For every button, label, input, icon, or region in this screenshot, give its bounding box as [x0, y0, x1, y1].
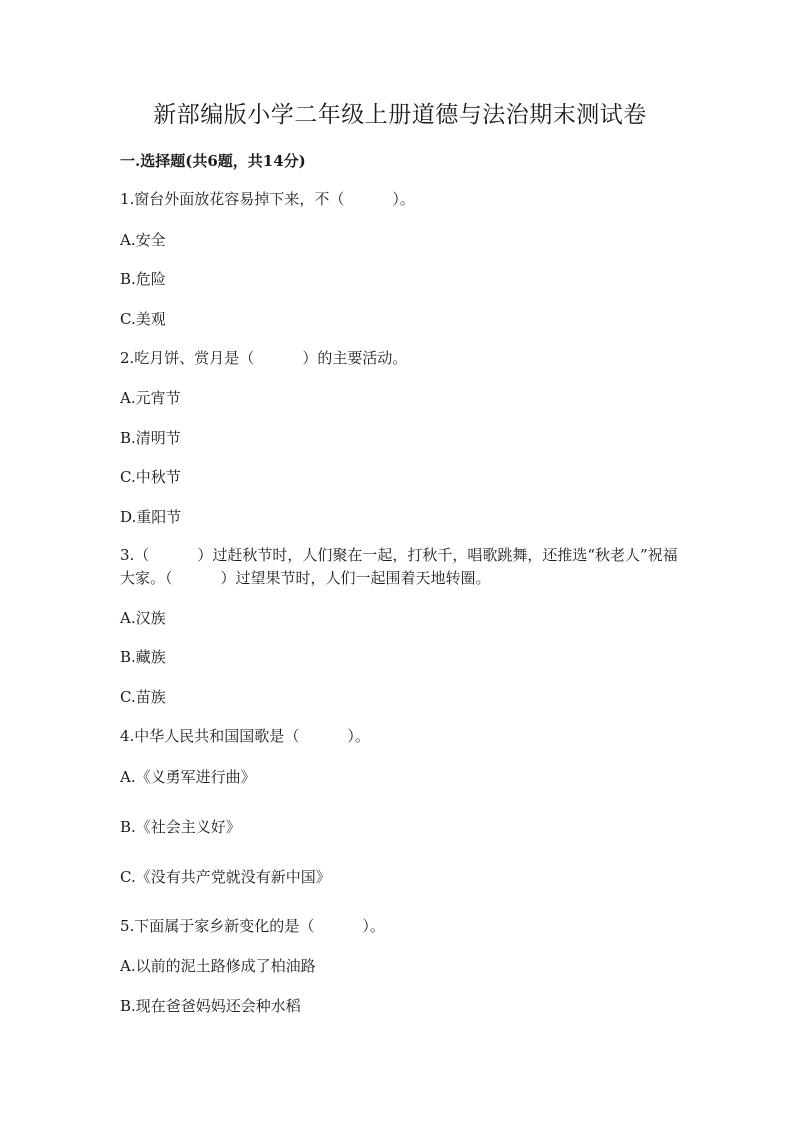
- question-1-option-c: C.美观: [120, 310, 166, 328]
- question-2-option-a: A.元宵节: [120, 389, 181, 407]
- question-4-stem: 4.中华人民共和国国歌是（ ）。: [120, 727, 370, 745]
- question-2-option-d: D.重阳节: [120, 508, 182, 526]
- question-4-option-a: A.《义勇军进行曲》: [120, 768, 256, 786]
- question-1-option-a: A.安全: [120, 231, 166, 249]
- question-5-stem: 5.下面属于家乡新变化的是（ ）。: [120, 917, 385, 935]
- question-4-option-c: C.《没有共产党就没有新中国》: [120, 868, 331, 886]
- question-4-option-b: B.《社会主义好》: [120, 818, 241, 836]
- question-5-option-b: B.现在爸爸妈妈还会种水稻: [120, 997, 301, 1015]
- question-2-option-b: B.清明节: [120, 429, 181, 447]
- question-2-option-c: C.中秋节: [120, 468, 181, 486]
- question-3-option-b: B.藏族: [120, 648, 166, 666]
- question-2-stem: 2.吃月饼、赏月是（ ）的主要活动。: [120, 349, 408, 367]
- question-3-option-a: A.汉族: [120, 609, 166, 627]
- question-1-stem: 1.窗台外面放花容易掉下来，不（ ）。: [120, 190, 415, 208]
- question-1-option-b: B.危险: [120, 270, 166, 288]
- question-3-stem: 3.（ ）过赶秋节时，人们聚在一起，打秋千，唱歌跳舞，还推选“秋老人”祝福大家。（ ）过望果节时，人们一起围着天地转圈。: [120, 546, 678, 587]
- exam-title: 新部编版小学二年级上册道德与法治期末测试卷: [153, 102, 647, 128]
- question-5-option-a: A.以前的泥土路修成了柏油路: [120, 957, 316, 975]
- question-3-option-c: C.苗族: [120, 688, 166, 706]
- section-heading-multiple-choice: 一.选择题(共6题，共14分): [120, 152, 306, 170]
